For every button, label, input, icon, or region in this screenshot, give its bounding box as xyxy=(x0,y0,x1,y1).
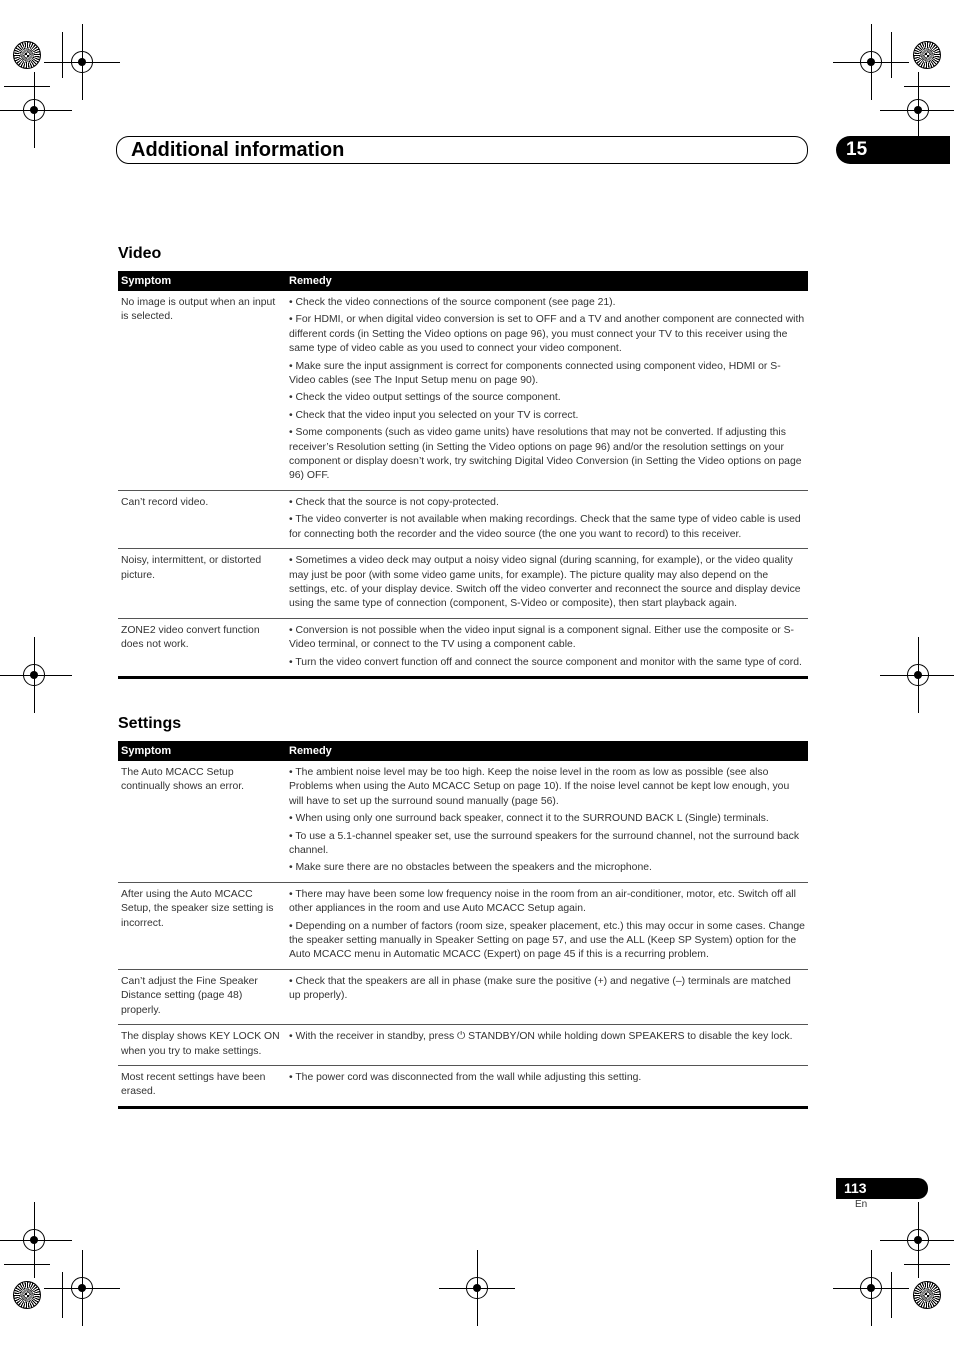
table-row xyxy=(118,882,808,969)
symptom-cell: Noisy, intermittent, or distorted picture. xyxy=(118,549,286,619)
color-target-icon xyxy=(913,1281,941,1309)
table-row xyxy=(118,618,808,677)
remedy-item: • To use a 5.1-channel speaker set, use the surround speakers for the surround channel, not the surround back channel. xyxy=(289,830,800,857)
video-troubleshooting-table xyxy=(118,271,808,679)
column-header-remedy: Remedy xyxy=(286,271,808,291)
trim-mark xyxy=(904,1264,950,1265)
remedy-cell xyxy=(286,1025,808,1066)
table-row xyxy=(118,291,808,490)
remedy-cell xyxy=(286,490,808,548)
trim-mark xyxy=(891,1272,892,1318)
remedy-cell xyxy=(286,1065,808,1107)
symptom-cell: Most recent settings have been erased. xyxy=(118,1065,286,1107)
remedy-item: • With the receiver in standby, press ⏻ STANDBY/ON while holding down SPEAKERS to disable the key lock. xyxy=(289,1031,793,1043)
remedy-item: • The ambient noise level may be too high. Keep the noise level in the room as low as possible (see also Problems when using the Auto MCACC Setup on page 10). If the noise level cannot be kept low enough, you will have to set up the surround sound manually (page 56). xyxy=(289,767,790,807)
remedy-item: • Depending on a number of factors (room size, speaker placement, etc.) this may occur in some cases. Change the speaker setting manually in Speaker Setting on page 57, and use the ALL (Keep SP System) option for the Auto MCACC menu in Automatic MCACC (Expert) on page 45 if this is a recurring problem. xyxy=(289,920,805,961)
trim-mark xyxy=(904,86,950,87)
symptom-cell: Can’t record video. xyxy=(118,490,286,548)
symptom-cell: After using the Auto MCACC Setup, the speaker size setting is incorrect. xyxy=(118,882,286,969)
remedy-item: • Make sure the input assignment is correct for components connected using component video, HDMI or S-Video cables (see The Input Setup menu on page 90). xyxy=(289,360,781,387)
color-target-icon xyxy=(13,41,41,69)
remedy-item: • The video converter is not available when making recordings. Check that the same type of video cable is used for connecting both the recorder and the video source (the one you want to record) to this receiver. xyxy=(289,514,801,540)
trim-mark xyxy=(62,1272,63,1318)
page-number: 113 xyxy=(844,1180,867,1196)
remedy-item: • Conversion is not possible when the video input signal is a component signal. Either use the composite or S-Video terminal, or connect to the TV using a component cable. xyxy=(289,624,794,651)
page-number-tab xyxy=(836,1178,928,1199)
symptom-cell: The Auto MCACC Setup continually shows an error. xyxy=(118,761,286,882)
remedy-item: • Sometimes a video deck may output a noisy video signal (during scanning, for example), or the video quality may just be poor (with some video game units, for example). The picture quality may also depend on the settings, etc. of your display device. Switch off the video converter and reconnect the source and display device using the same type of connection (component, S-Video or composite), then start playback again. xyxy=(289,555,801,610)
table-row xyxy=(118,761,808,882)
column-header-remedy: Remedy xyxy=(286,741,808,761)
page-title: Additional information xyxy=(131,139,345,161)
trim-mark xyxy=(62,32,63,78)
remedy-item: • Check that the source is not copy-protected. xyxy=(289,496,499,508)
remedy-item: • Check that the speakers are all in phase (make sure the positive (+) and negative (–) terminals are matched up properly). xyxy=(289,975,791,1002)
remedy-item: • For HDMI, or when digital video conversion is set to OFF and a TV and another component are connected with different cords (in Setting the Video options on page 96), you must connect your TV to this receiver using the same type of video cable as you used to connect your video component. xyxy=(289,314,805,355)
remedy-cell xyxy=(286,549,808,619)
remedy-item: • The power cord was disconnected from the wall while adjusting this setting. xyxy=(289,1071,642,1083)
remedy-cell xyxy=(286,291,808,490)
remedy-cell xyxy=(286,969,808,1024)
color-target-icon xyxy=(913,41,941,69)
symptom-cell: The display shows KEY LOCK ON when you try to make settings. xyxy=(118,1025,286,1066)
column-header-symptom: Symptom xyxy=(118,271,286,291)
table-row xyxy=(118,490,808,548)
color-target-icon xyxy=(13,1281,41,1309)
remedy-item: • There may have been some low frequency noise in the room from an air-conditioner, motor, etc. Switch off all other appliances in the room and use Auto MCACC Setup again. xyxy=(289,888,796,915)
table-row xyxy=(118,1065,808,1107)
table-row xyxy=(118,969,808,1024)
chapter-header xyxy=(116,136,808,164)
remedy-item: • Make sure there are no obstacles between the speakers and the microphone. xyxy=(289,862,652,874)
remedy-item: • Some components (such as video game units) have resolutions that may not be converted. If adjusting this receiver’s Resolution setting (in Setting the Video options on page 96) and/or the resolution settings on your component or display doesn’t work, try switching Digital Video Conversion (in Setting the Video options on page 96) OFF. xyxy=(289,427,802,482)
table-row xyxy=(118,1025,808,1066)
section-heading-video: Video xyxy=(118,245,162,262)
remedy-cell xyxy=(286,618,808,677)
remedy-cell xyxy=(286,761,808,882)
column-header-symptom: Symptom xyxy=(118,741,286,761)
chapter-number-tab xyxy=(836,136,950,164)
section-heading-settings: Settings xyxy=(118,715,182,732)
remedy-item: • Check the video connections of the source component (see page 21). xyxy=(289,297,616,308)
remedy-item: • Check that the video input you selected on your TV is correct. xyxy=(289,409,579,421)
symptom-cell: No image is output when an input is selected. xyxy=(118,291,286,490)
symptom-cell: Can’t adjust the Fine Speaker Distance setting (page 48) properly. xyxy=(118,969,286,1024)
chapter-number: 15 xyxy=(846,139,868,160)
settings-troubleshooting-table xyxy=(118,741,808,1109)
remedy-cell xyxy=(286,882,808,969)
trim-mark xyxy=(4,86,50,87)
remedy-item: • Check the video output settings of the source component. xyxy=(289,392,561,404)
table-row xyxy=(118,549,808,619)
language-code: En xyxy=(855,1199,868,1210)
symptom-cell: ZONE2 video convert function does not work. xyxy=(118,618,286,677)
remedy-item: • When using only one surround back speaker, connect it to the SURROUND BACK L (Single) terminals. xyxy=(289,813,769,825)
trim-mark xyxy=(4,1264,50,1265)
trim-mark xyxy=(891,32,892,78)
remedy-item: • Turn the video convert function off and connect the source component and monitor with the same type of cord. xyxy=(289,656,802,668)
